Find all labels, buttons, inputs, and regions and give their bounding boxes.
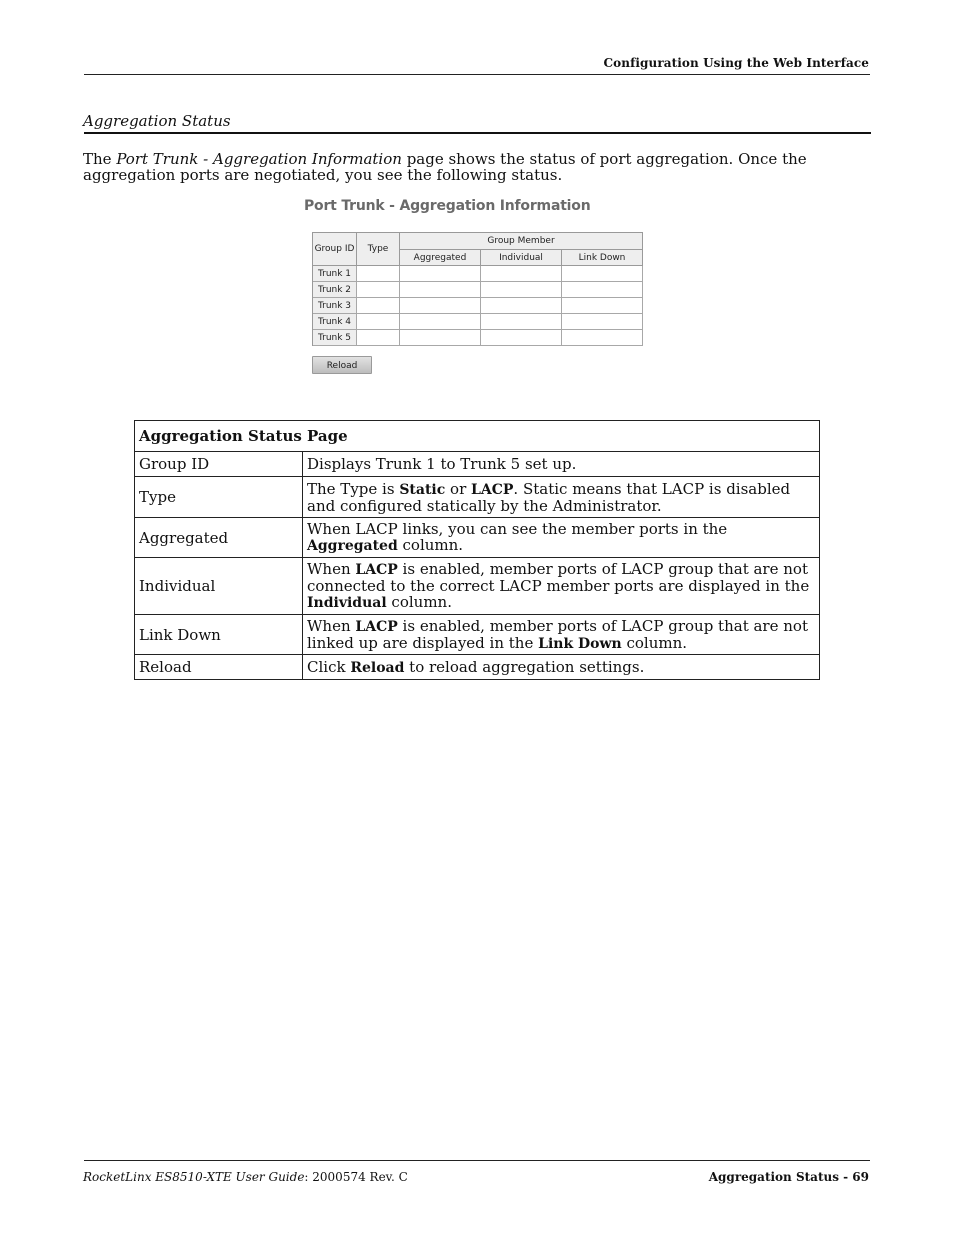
text-run: The Type is — [307, 479, 400, 498]
text-run: is enabled, member ports of LACP group that are not connected to the correct LACP member ports are displayed in the — [307, 560, 810, 595]
col-header-group-member: Group Member — [400, 233, 643, 250]
col-header-individual: Individual — [481, 250, 562, 266]
term-cell: Group ID — [135, 452, 303, 477]
definition-cell — [303, 615, 820, 655]
individual-cell — [481, 298, 562, 314]
table-row — [313, 330, 643, 346]
footer-divider — [84, 1160, 870, 1161]
type-cell — [357, 266, 400, 282]
row-label: Trunk 3 — [313, 298, 357, 314]
term-cell: Type — [135, 477, 303, 518]
link-down-cell — [562, 330, 643, 346]
col-header-aggregated: Aggregated — [400, 250, 481, 266]
table-row — [313, 298, 643, 314]
col-header-type: Type — [357, 233, 400, 266]
definition-cell — [303, 477, 820, 518]
type-cell — [357, 330, 400, 346]
ui-page-title: Port Trunk - Aggregation Information — [304, 198, 591, 214]
table-row — [135, 518, 820, 558]
type-cell — [357, 282, 400, 298]
definition-cell — [303, 518, 820, 558]
row-label: Trunk 1 — [313, 266, 357, 282]
definition-cell — [303, 655, 820, 680]
text-run: column. — [386, 593, 452, 611]
definition-cell — [303, 558, 820, 615]
page-number: Aggregation Status - 69 — [708, 1170, 869, 1184]
section-divider — [84, 132, 871, 134]
bold-term: Link Down — [538, 635, 622, 652]
running-header: Configuration Using the Web Interface — [603, 56, 869, 70]
text-run: When LACP links, you can see the member ports in the — [307, 520, 728, 538]
col-header-group-id: Group ID — [313, 233, 357, 266]
table-row — [313, 266, 643, 282]
table-row — [313, 314, 643, 330]
term-cell: Individual — [135, 558, 303, 615]
table-row — [135, 558, 820, 615]
text-run: Click — [307, 657, 351, 676]
bold-term: Aggregated — [307, 538, 398, 554]
header-divider — [84, 74, 870, 75]
reload-button[interactable]: Reload — [312, 356, 372, 374]
text-run: column. — [397, 536, 464, 554]
type-cell — [357, 314, 400, 330]
text-run: column. — [621, 633, 688, 652]
link-down-cell — [562, 298, 643, 314]
text-run: is enabled, member ports of LACP group that are not linked up are displayed in the — [307, 616, 808, 652]
status-description-table — [134, 420, 820, 680]
term-cell: Link Down — [135, 615, 303, 655]
term-cell: Reload — [135, 655, 303, 680]
text-run: . Static means that LACP is disabled and configured statically by the Administrator. — [307, 479, 791, 515]
footer-guide-info — [83, 1170, 408, 1184]
link-down-cell — [562, 266, 643, 282]
aggregated-cell — [400, 330, 481, 346]
section-title: Aggregation Status — [83, 112, 231, 130]
intro-paragraph — [83, 151, 873, 183]
bold-term: LACP — [355, 618, 398, 635]
doc-number: : 2000574 Rev. C — [304, 1170, 408, 1184]
table-row — [313, 282, 643, 298]
row-label: Trunk 4 — [313, 314, 357, 330]
bold-term: Individual — [307, 595, 387, 611]
individual-cell — [481, 282, 562, 298]
table-row — [135, 655, 820, 680]
text-run: to reload aggregation settings. — [404, 657, 645, 676]
term-cell: Aggregated — [135, 518, 303, 558]
table-row — [135, 615, 820, 655]
aggregation-info-table — [312, 232, 643, 346]
aggregated-cell — [400, 314, 481, 330]
aggregated-cell — [400, 298, 481, 314]
bold-term: LACP — [355, 562, 398, 578]
intro-prefix: The — [83, 150, 117, 168]
text-run: or — [445, 479, 472, 498]
individual-cell — [481, 314, 562, 330]
bold-term: LACP — [471, 481, 514, 498]
intro-suffix: page shows the status of port aggregation. Once the aggregation ports are negotiated, you see the following status. — [83, 150, 807, 184]
table-heading: Aggregation Status Page — [135, 421, 820, 452]
guide-title: RocketLinx ES8510-XTE User Guide — [83, 1170, 305, 1184]
individual-cell — [481, 330, 562, 346]
definition-cell: Displays Trunk 1 to Trunk 5 set up. — [303, 452, 820, 477]
intro-page-name: Port Trunk - Aggregation Information — [116, 150, 402, 168]
col-header-link-down: Link Down — [562, 250, 643, 266]
table-row — [135, 477, 820, 518]
bold-term: Static — [399, 481, 446, 498]
aggregated-cell — [400, 282, 481, 298]
link-down-cell — [562, 314, 643, 330]
text-run: When — [307, 560, 356, 578]
text-run: When — [307, 616, 356, 635]
bold-term: Reload — [350, 659, 405, 676]
table-row — [135, 452, 820, 477]
row-label: Trunk 5 — [313, 330, 357, 346]
type-cell — [357, 298, 400, 314]
row-label: Trunk 2 — [313, 282, 357, 298]
link-down-cell — [562, 282, 643, 298]
individual-cell — [481, 266, 562, 282]
aggregated-cell — [400, 266, 481, 282]
